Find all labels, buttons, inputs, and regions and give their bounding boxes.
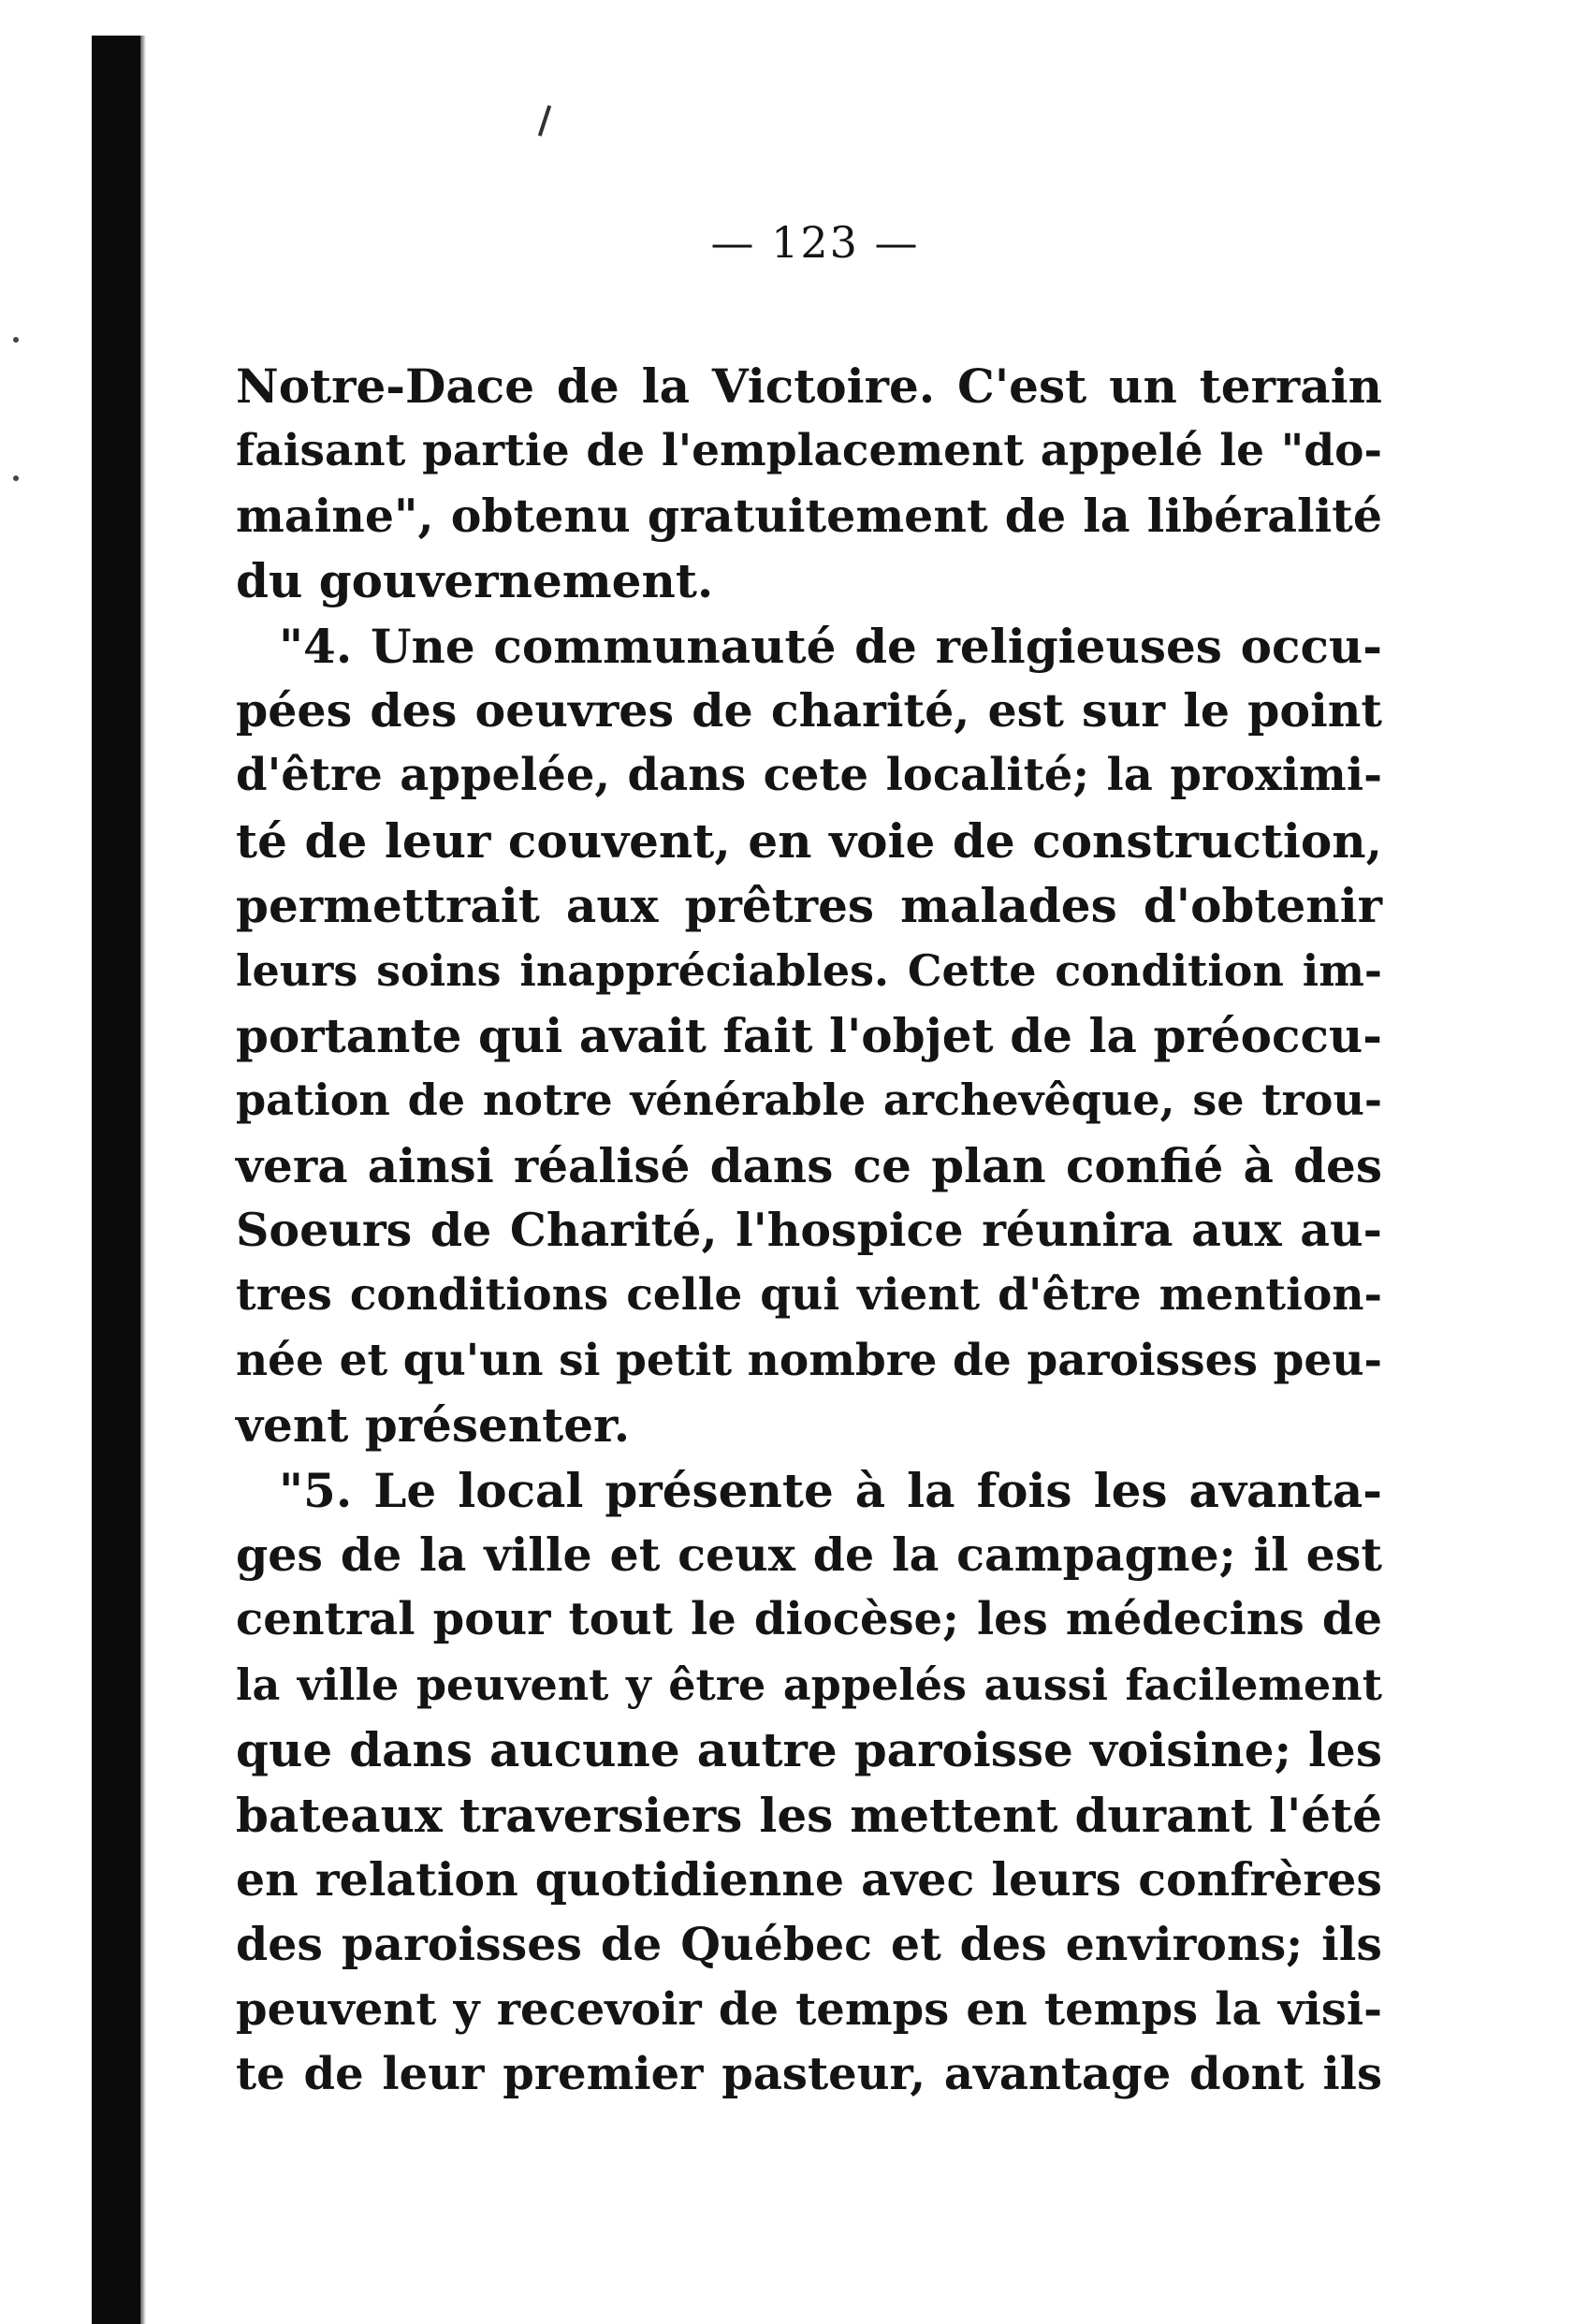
stray-ink-mark: [538, 105, 551, 137]
text-line: pées des oeuvres de charité, est sur le point: [236, 682, 1382, 738]
text-line: du gouvernement.: [236, 553, 714, 609]
text-line: central pour tout le diocèse; les médecins de: [236, 1593, 1382, 1646]
text-line: maine", obtenu gratuitement de la libéralité: [236, 488, 1382, 543]
text-line: vent présenter.: [236, 1397, 631, 1454]
text-line: bateaux traversiers les mettent durant l'été: [236, 1787, 1382, 1843]
text-line: d'être appelée, dans cete localité; la proximi-: [236, 749, 1382, 802]
margin-speck: [13, 475, 19, 481]
text-line: Soeurs de Charité, l'hospice réunira aux au-: [236, 1203, 1382, 1258]
text-line: peuvent y recevoir de temps en temps la visi-: [236, 1982, 1382, 2036]
text-line: portante qui avait fait l'objet de la préoccu-: [236, 1007, 1382, 1063]
text-line: tres conditions celle qui vient d'être mention-: [236, 1269, 1382, 1322]
text-line: permettrait aux prêtres malades d'obtenir: [236, 878, 1382, 934]
text-line: en relation quotidienne avec leurs confrères: [236, 1851, 1382, 1907]
text-line: te de leur premier pasteur, avantage dont ils: [236, 2048, 1382, 2101]
text-line: pation de notre vénérable archevêque, se trou-: [236, 1074, 1382, 1126]
text-line: "4. Une communauté de religieuses occu-: [279, 618, 1382, 674]
text-line: "5. Le local présente à la fois les avanta-: [279, 1462, 1382, 1518]
text-line: té de leur couvent, en voie de construction,: [236, 812, 1382, 869]
margin-speck: [13, 337, 19, 343]
text-line: Notre-Dace de la Victoire. C'est un terrain: [236, 358, 1382, 414]
binding-edge: [92, 36, 140, 2324]
text-line: leurs soins inappréciables. Cette condition im-: [236, 944, 1382, 996]
text-line: ges de la ville et ceux de la campagne; il est: [236, 1527, 1382, 1583]
text-line: la ville peuvent y être appelés aussi facilement: [236, 1659, 1382, 1710]
text-line: née et qu'un si petit nombre de paroisses peu-: [236, 1334, 1382, 1386]
text-line: que dans aucune autre paroisse voisine; les: [236, 1722, 1382, 1778]
text-line: faisant partie de l'emplacement appelé le "do-: [236, 425, 1382, 477]
text-line: vera ainsi réalisé dans ce plan confié à des: [236, 1137, 1382, 1193]
body-text: [236, 354, 1382, 2108]
page-number: — 123 —: [710, 217, 920, 268]
text-line: des paroisses de Québec et des environs; ils: [236, 1917, 1382, 1972]
